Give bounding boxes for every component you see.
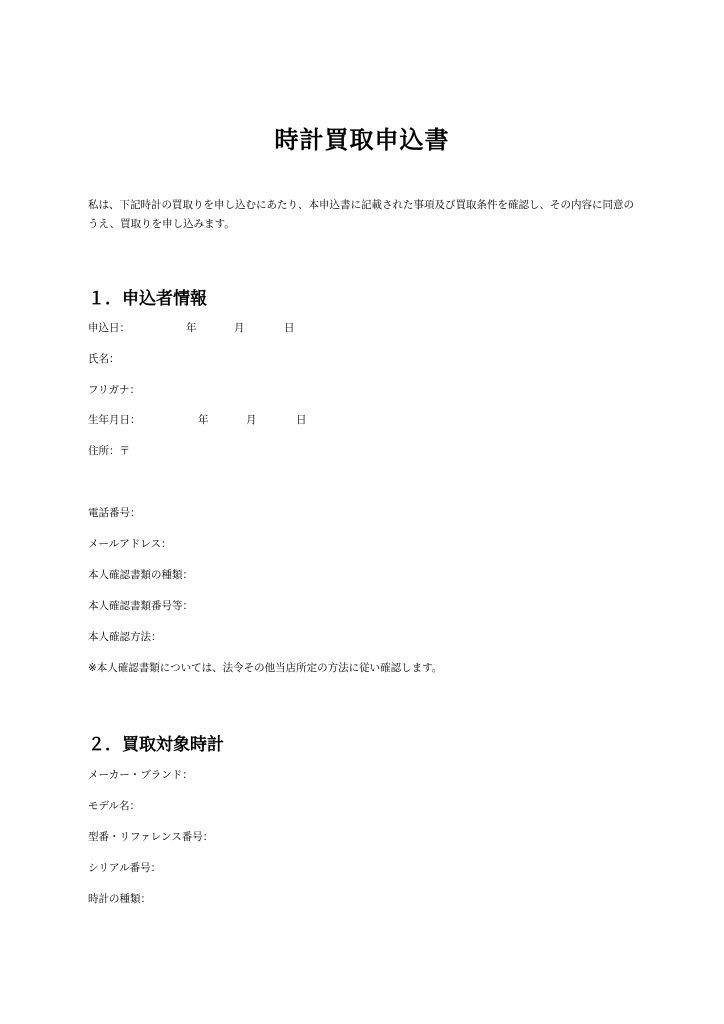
phone-label: 電話番号： [88,507,141,519]
serial-number-field [88,860,161,876]
email-label: メールアドレス： [88,538,172,550]
birth-date-year-unit: 年 [198,414,209,426]
document-title: 時計買取申込書 [274,126,450,154]
furigana-label: フリガナ： [88,384,140,396]
maker-brand-field [88,767,193,783]
application-date-year-unit: 年 [186,322,197,334]
birth-date-month-unit: 月 [246,414,257,426]
email-field [88,536,171,552]
watch-type-label: 時計の種類： [88,893,151,905]
maker-brand-label: メーカー・ブランド： [88,769,193,781]
section-heading-watch: ２．買取対象時計 [88,735,224,755]
model-name-field [88,798,140,814]
phone-field [88,505,141,521]
section-heading-applicant: １．申込者情報 [88,289,207,309]
address-label: 住所：〒 [88,445,130,457]
birth-date-field [88,412,388,428]
name-field [88,351,120,367]
address-field [88,443,130,459]
id-document-type-label: 本人確認書類の種類： [88,569,193,581]
id-method-field [88,629,162,645]
id-document-number-label: 本人確認書類番号等： [88,600,193,612]
id-method-label: 本人確認方法： [88,631,162,643]
model-name-label: モデル名： [88,800,140,812]
id-verification-note: ※本人確認書類については、法令その他当店所定の方法に従い確認します。 [88,662,443,674]
application-date-month-unit: 月 [234,322,245,334]
application-date-field [88,320,388,336]
birth-date-label: 生年月日： [88,414,141,426]
id-document-number-field [88,598,193,614]
reference-number-field [88,829,213,845]
reference-number-label: 型番・リファレンス番号： [88,831,214,843]
id-document-type-field [88,567,193,583]
name-label: 氏名： [88,353,120,365]
furigana-field [88,382,140,398]
intro-paragraph: 私は、下記時計の買取りを申し込むにあたり、本申込書に記載された事項及び買取条件を確認し、その内容に同意のうえ、買取りを申し込みます。 [88,199,634,230]
application-date-day-unit: 日 [284,322,295,334]
birth-date-day-unit: 日 [296,414,307,426]
application-date-label: 申込日： [88,322,130,334]
serial-number-label: シリアル番号： [88,862,162,874]
watch-type-field [88,891,151,907]
